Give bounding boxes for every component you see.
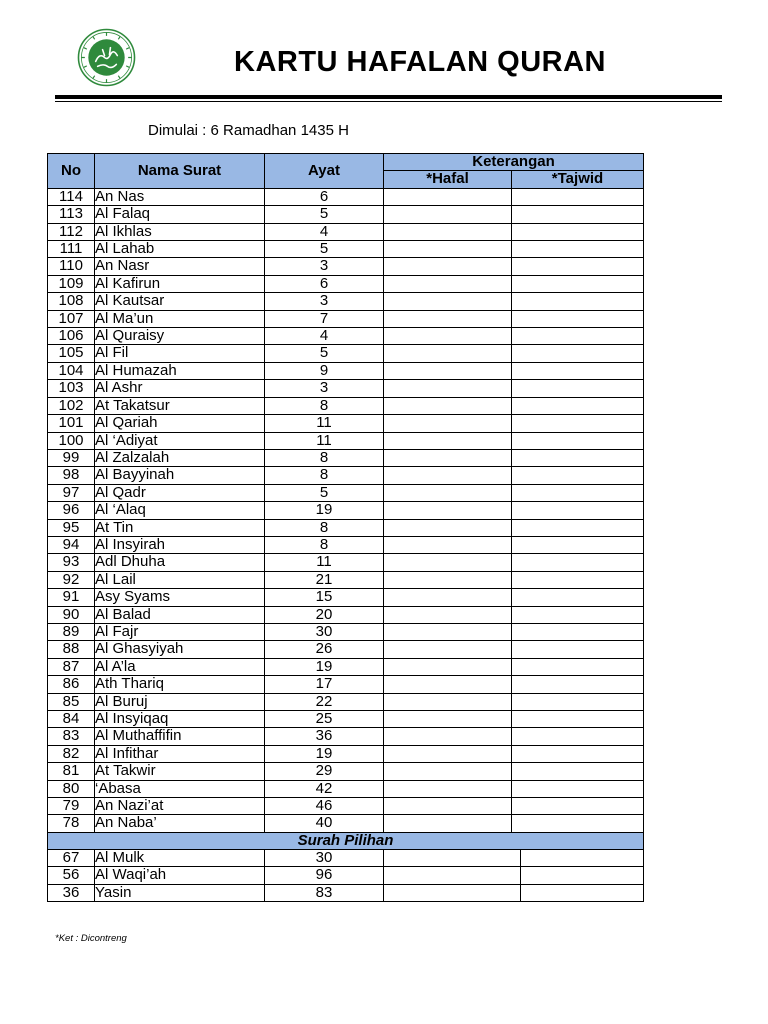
surah-name: Al A’la [95, 658, 265, 675]
row-number: 105 [48, 345, 95, 362]
tajwid-checkbox-cell[interactable] [512, 380, 644, 397]
ayat-count: 26 [265, 641, 384, 658]
ayat-count: 17 [265, 676, 384, 693]
surah-name: At Takwir [95, 763, 265, 780]
hafal-checkbox-cell[interactable] [384, 502, 512, 519]
start-date: Dimulai : 6 Ramadhan 1435 H [148, 122, 349, 139]
ayat-count: 19 [265, 502, 384, 519]
tajwid-checkbox-cell[interactable] [512, 293, 644, 310]
surah-name: Al Fajr [95, 623, 265, 640]
hafal-checkbox-cell[interactable] [384, 188, 512, 205]
table-row [48, 345, 644, 362]
surah-name: Adl Dhuha [95, 554, 265, 571]
tajwid-checkbox-cell[interactable] [512, 641, 644, 658]
ayat-count: 4 [265, 223, 384, 240]
tajwid-checkbox-cell[interactable] [512, 589, 644, 606]
table-row [48, 223, 644, 240]
surah-pilihan-table [47, 849, 644, 902]
ayat-count: 83 [265, 884, 384, 901]
table-row [48, 467, 644, 484]
row-number: 90 [48, 606, 95, 623]
table-row [48, 362, 644, 379]
row-number: 36 [48, 884, 95, 901]
table-row [48, 728, 644, 745]
hafal-checkbox-cell[interactable] [384, 536, 512, 553]
table-row [48, 676, 644, 693]
table-row [48, 571, 644, 588]
row-number: 87 [48, 658, 95, 675]
surah-name: Al Balad [95, 606, 265, 623]
table-row [48, 867, 644, 884]
hafal-checkbox-cell[interactable] [384, 711, 512, 728]
tajwid-checkbox-cell[interactable] [512, 328, 644, 345]
table-row [48, 519, 644, 536]
ayat-count: 46 [265, 798, 384, 815]
row-number: 97 [48, 484, 95, 501]
row-number: 79 [48, 798, 95, 815]
ayat-count: 3 [265, 293, 384, 310]
row-number: 85 [48, 693, 95, 710]
table-row [48, 850, 644, 867]
ayat-count: 30 [265, 850, 384, 867]
surah-name: Al Ikhlas [95, 223, 265, 240]
hafal-checkbox-cell[interactable] [384, 571, 512, 588]
table-row [48, 432, 644, 449]
col-header-no: No [48, 154, 95, 189]
emblem-logo [77, 28, 136, 87]
row-number: 82 [48, 745, 95, 762]
tajwid-checkbox-cell[interactable] [512, 745, 644, 762]
ayat-count: 11 [265, 432, 384, 449]
surah-name: An Nasr [95, 258, 265, 275]
hafal-checkbox-cell[interactable] [384, 658, 512, 675]
hafal-checkbox-cell[interactable] [384, 728, 512, 745]
row-number: 101 [48, 415, 95, 432]
table-row [48, 380, 644, 397]
table-row [48, 206, 644, 223]
ayat-count: 8 [265, 467, 384, 484]
hafal-checkbox-cell[interactable] [384, 798, 512, 815]
ayat-count: 6 [265, 275, 384, 292]
ayat-count: 42 [265, 780, 384, 797]
table-row [48, 449, 644, 466]
ayat-count: 5 [265, 484, 384, 501]
ayat-count: 19 [265, 658, 384, 675]
surah-name: Al Waqi’ah [95, 867, 265, 884]
tajwid-checkbox-cell[interactable] [521, 884, 644, 901]
ayat-count: 4 [265, 328, 384, 345]
hafal-checkbox-cell[interactable] [384, 484, 512, 501]
table-row [48, 711, 644, 728]
tajwid-checkbox-cell[interactable] [512, 815, 644, 832]
tajwid-checkbox-cell[interactable] [512, 536, 644, 553]
tajwid-checkbox-cell[interactable] [512, 519, 644, 536]
table-row [48, 606, 644, 623]
tajwid-checkbox-cell[interactable] [512, 728, 644, 745]
ayat-count: 11 [265, 415, 384, 432]
table-row [48, 658, 644, 675]
ayat-count: 11 [265, 554, 384, 571]
tajwid-checkbox-cell[interactable] [512, 623, 644, 640]
tajwid-checkbox-cell[interactable] [512, 188, 644, 205]
surah-name: Al Kautsar [95, 293, 265, 310]
hafal-checkbox-cell[interactable] [384, 763, 512, 780]
table-row [48, 763, 644, 780]
surah-name: Al ‘Alaq [95, 502, 265, 519]
row-number: 80 [48, 780, 95, 797]
ayat-count: 25 [265, 711, 384, 728]
hafal-checkbox-cell[interactable] [384, 293, 512, 310]
row-number: 91 [48, 589, 95, 606]
ayat-count: 3 [265, 258, 384, 275]
hafal-checkbox-cell[interactable] [384, 815, 512, 832]
row-number: 100 [48, 432, 95, 449]
surah-name: Al Ghasyiyah [95, 641, 265, 658]
table-row [48, 484, 644, 501]
tajwid-checkbox-cell[interactable] [512, 310, 644, 327]
ayat-count: 5 [265, 241, 384, 258]
row-number: 92 [48, 571, 95, 588]
surah-name: Al Quraisy [95, 328, 265, 345]
tajwid-checkbox-cell[interactable] [512, 693, 644, 710]
table-row [48, 623, 644, 640]
tajwid-checkbox-cell[interactable] [512, 223, 644, 240]
tajwid-checkbox-cell[interactable] [512, 676, 644, 693]
tajwid-checkbox-cell[interactable] [512, 606, 644, 623]
ayat-count: 36 [265, 728, 384, 745]
table-row [48, 798, 644, 815]
hafal-checkbox-cell[interactable] [384, 362, 512, 379]
row-number: 86 [48, 676, 95, 693]
col-header-ayat: Ayat [265, 154, 384, 189]
ayat-count: 15 [265, 589, 384, 606]
surah-name: Al Zalzalah [95, 449, 265, 466]
hafal-checkbox-cell[interactable] [384, 606, 512, 623]
ayat-count: 22 [265, 693, 384, 710]
row-number: 104 [48, 362, 95, 379]
surah-name: Al Ashr [95, 380, 265, 397]
surah-name: Ath Thariq [95, 676, 265, 693]
row-number: 88 [48, 641, 95, 658]
ayat-count: 5 [265, 206, 384, 223]
header-divider-thin [55, 101, 722, 102]
hafal-checkbox-cell[interactable] [384, 328, 512, 345]
ayat-count: 5 [265, 345, 384, 362]
row-number: 102 [48, 397, 95, 414]
table-row [48, 554, 644, 571]
table-row [48, 745, 644, 762]
hafal-checkbox-cell[interactable] [384, 745, 512, 762]
tajwid-checkbox-cell[interactable] [521, 867, 644, 884]
section-label: Surah Pilihan [48, 832, 644, 849]
hafal-checkbox-cell[interactable] [384, 449, 512, 466]
hafal-checkbox-cell[interactable] [384, 623, 512, 640]
tajwid-checkbox-cell[interactable] [512, 345, 644, 362]
surah-name: Al Lail [95, 571, 265, 588]
table-row [48, 589, 644, 606]
section-row [48, 832, 644, 849]
row-number: 93 [48, 554, 95, 571]
row-number: 106 [48, 328, 95, 345]
ayat-count: 3 [265, 380, 384, 397]
surah-name: Asy Syams [95, 589, 265, 606]
row-number: 113 [48, 206, 95, 223]
surah-name: Al Kafirun [95, 275, 265, 292]
row-number: 78 [48, 815, 95, 832]
ayat-count: 96 [265, 867, 384, 884]
row-number: 81 [48, 763, 95, 780]
tajwid-checkbox-cell[interactable] [512, 449, 644, 466]
hafal-checkbox-cell[interactable] [384, 275, 512, 292]
row-number: 109 [48, 275, 95, 292]
footnote: *Ket : Dicontreng [55, 933, 127, 944]
hafal-checkbox-cell[interactable] [384, 432, 512, 449]
table-row [48, 328, 644, 345]
table-row [48, 310, 644, 327]
surah-name: Al Humazah [95, 362, 265, 379]
table-row [48, 536, 644, 553]
tajwid-checkbox-cell[interactable] [512, 397, 644, 414]
surah-name: Al Ma’un [95, 310, 265, 327]
hafal-checkbox-cell[interactable] [384, 223, 512, 240]
row-number: 108 [48, 293, 95, 310]
hafal-checkbox-cell[interactable] [384, 641, 512, 658]
ayat-count: 8 [265, 397, 384, 414]
header-divider-thick [55, 95, 722, 99]
col-header-name: Nama Surat [95, 154, 265, 189]
ayat-count: 8 [265, 536, 384, 553]
surah-name: Al Qadr [95, 484, 265, 501]
hafal-checkbox-cell[interactable] [384, 206, 512, 223]
hafal-checkbox-cell[interactable] [384, 258, 512, 275]
row-number: 83 [48, 728, 95, 745]
hafal-checkbox-cell[interactable] [384, 345, 512, 362]
row-number: 96 [48, 502, 95, 519]
surah-name: Al Lahab [95, 241, 265, 258]
ayat-count: 6 [265, 188, 384, 205]
tajwid-checkbox-cell[interactable] [512, 763, 644, 780]
surah-name: Al Infithar [95, 745, 265, 762]
ayat-count: 9 [265, 362, 384, 379]
table-row [48, 258, 644, 275]
surah-name: An Nas [95, 188, 265, 205]
hafal-checkbox-cell[interactable] [384, 693, 512, 710]
tajwid-checkbox-cell[interactable] [512, 275, 644, 292]
row-number: 107 [48, 310, 95, 327]
tajwid-checkbox-cell[interactable] [512, 571, 644, 588]
row-number: 67 [48, 850, 95, 867]
table-row [48, 693, 644, 710]
hafal-checkbox-cell[interactable] [384, 780, 512, 797]
surah-name: Yasin [95, 884, 265, 901]
row-number: 114 [48, 188, 95, 205]
row-number: 95 [48, 519, 95, 536]
hafal-checkbox-cell[interactable] [384, 884, 521, 901]
hafal-checkbox-cell[interactable] [384, 241, 512, 258]
table-row [48, 502, 644, 519]
hafal-checkbox-cell[interactable] [384, 380, 512, 397]
col-header-tajwid: *Tajwid [512, 171, 644, 188]
surah-name: Al Insyiqaq [95, 711, 265, 728]
row-number: 89 [48, 623, 95, 640]
table-row [48, 275, 644, 292]
col-header-hafal: *Hafal [384, 171, 512, 188]
ayat-count: 40 [265, 815, 384, 832]
surah-name: An Nazi’at [95, 798, 265, 815]
tajwid-checkbox-cell[interactable] [512, 484, 644, 501]
tajwid-checkbox-cell[interactable] [512, 502, 644, 519]
ayat-count: 20 [265, 606, 384, 623]
col-header-keterangan: Keterangan [384, 154, 644, 171]
hafal-checkbox-cell[interactable] [384, 519, 512, 536]
row-number: 84 [48, 711, 95, 728]
row-number: 99 [48, 449, 95, 466]
hafal-checkbox-cell[interactable] [384, 589, 512, 606]
hafal-checkbox-cell[interactable] [384, 467, 512, 484]
surah-name: An Naba’ [95, 815, 265, 832]
tajwid-checkbox-cell[interactable] [512, 241, 644, 258]
tajwid-checkbox-cell[interactable] [512, 711, 644, 728]
surah-name: At Takatsur [95, 397, 265, 414]
row-number: 103 [48, 380, 95, 397]
table-row [48, 415, 644, 432]
row-number: 98 [48, 467, 95, 484]
ayat-count: 29 [265, 763, 384, 780]
surah-name: Al Falaq [95, 206, 265, 223]
hafal-checkbox-cell[interactable] [384, 850, 521, 867]
ayat-count: 30 [265, 623, 384, 640]
hafal-checkbox-cell[interactable] [384, 676, 512, 693]
table-row [48, 293, 644, 310]
surah-name: Al Insyirah [95, 536, 265, 553]
row-number: 111 [48, 241, 95, 258]
page-title: KARTU HAFALAN QURAN [234, 46, 606, 78]
tajwid-checkbox-cell[interactable] [512, 780, 644, 797]
hafal-checkbox-cell[interactable] [384, 867, 521, 884]
table-row [48, 188, 644, 205]
row-number: 110 [48, 258, 95, 275]
tajwid-checkbox-cell[interactable] [512, 554, 644, 571]
tajwid-checkbox-cell[interactable] [512, 432, 644, 449]
surah-name: Al Qariah [95, 415, 265, 432]
row-number: 94 [48, 536, 95, 553]
hafalan-table [47, 153, 644, 850]
tajwid-checkbox-cell[interactable] [512, 206, 644, 223]
tajwid-checkbox-cell[interactable] [512, 362, 644, 379]
tajwid-checkbox-cell[interactable] [512, 415, 644, 432]
surah-name: Al Buruj [95, 693, 265, 710]
row-number: 112 [48, 223, 95, 240]
surah-name: Al Mulk [95, 850, 265, 867]
surah-name: Al ‘Adiyat [95, 432, 265, 449]
tajwid-checkbox-cell[interactable] [512, 467, 644, 484]
table-row [48, 780, 644, 797]
table-row [48, 397, 644, 414]
surah-name: ‘Abasa [95, 780, 265, 797]
surah-name: Al Muthaffifin [95, 728, 265, 745]
tajwid-checkbox-cell[interactable] [512, 258, 644, 275]
ayat-count: 8 [265, 449, 384, 466]
surah-name: Al Bayyinah [95, 467, 265, 484]
table-row [48, 641, 644, 658]
row-number: 56 [48, 867, 95, 884]
ayat-count: 7 [265, 310, 384, 327]
ayat-count: 19 [265, 745, 384, 762]
surah-name: Al Fil [95, 345, 265, 362]
ayat-count: 8 [265, 519, 384, 536]
table-row [48, 241, 644, 258]
tajwid-checkbox-cell[interactable] [521, 850, 644, 867]
ayat-count: 21 [265, 571, 384, 588]
tajwid-checkbox-cell[interactable] [512, 658, 644, 675]
hafal-checkbox-cell[interactable] [384, 397, 512, 414]
surah-name: At Tin [95, 519, 265, 536]
table-row [48, 815, 644, 832]
table-row [48, 884, 644, 901]
hafal-checkbox-cell[interactable] [384, 415, 512, 432]
hafal-checkbox-cell[interactable] [384, 310, 512, 327]
tajwid-checkbox-cell[interactable] [512, 798, 644, 815]
hafal-checkbox-cell[interactable] [384, 554, 512, 571]
